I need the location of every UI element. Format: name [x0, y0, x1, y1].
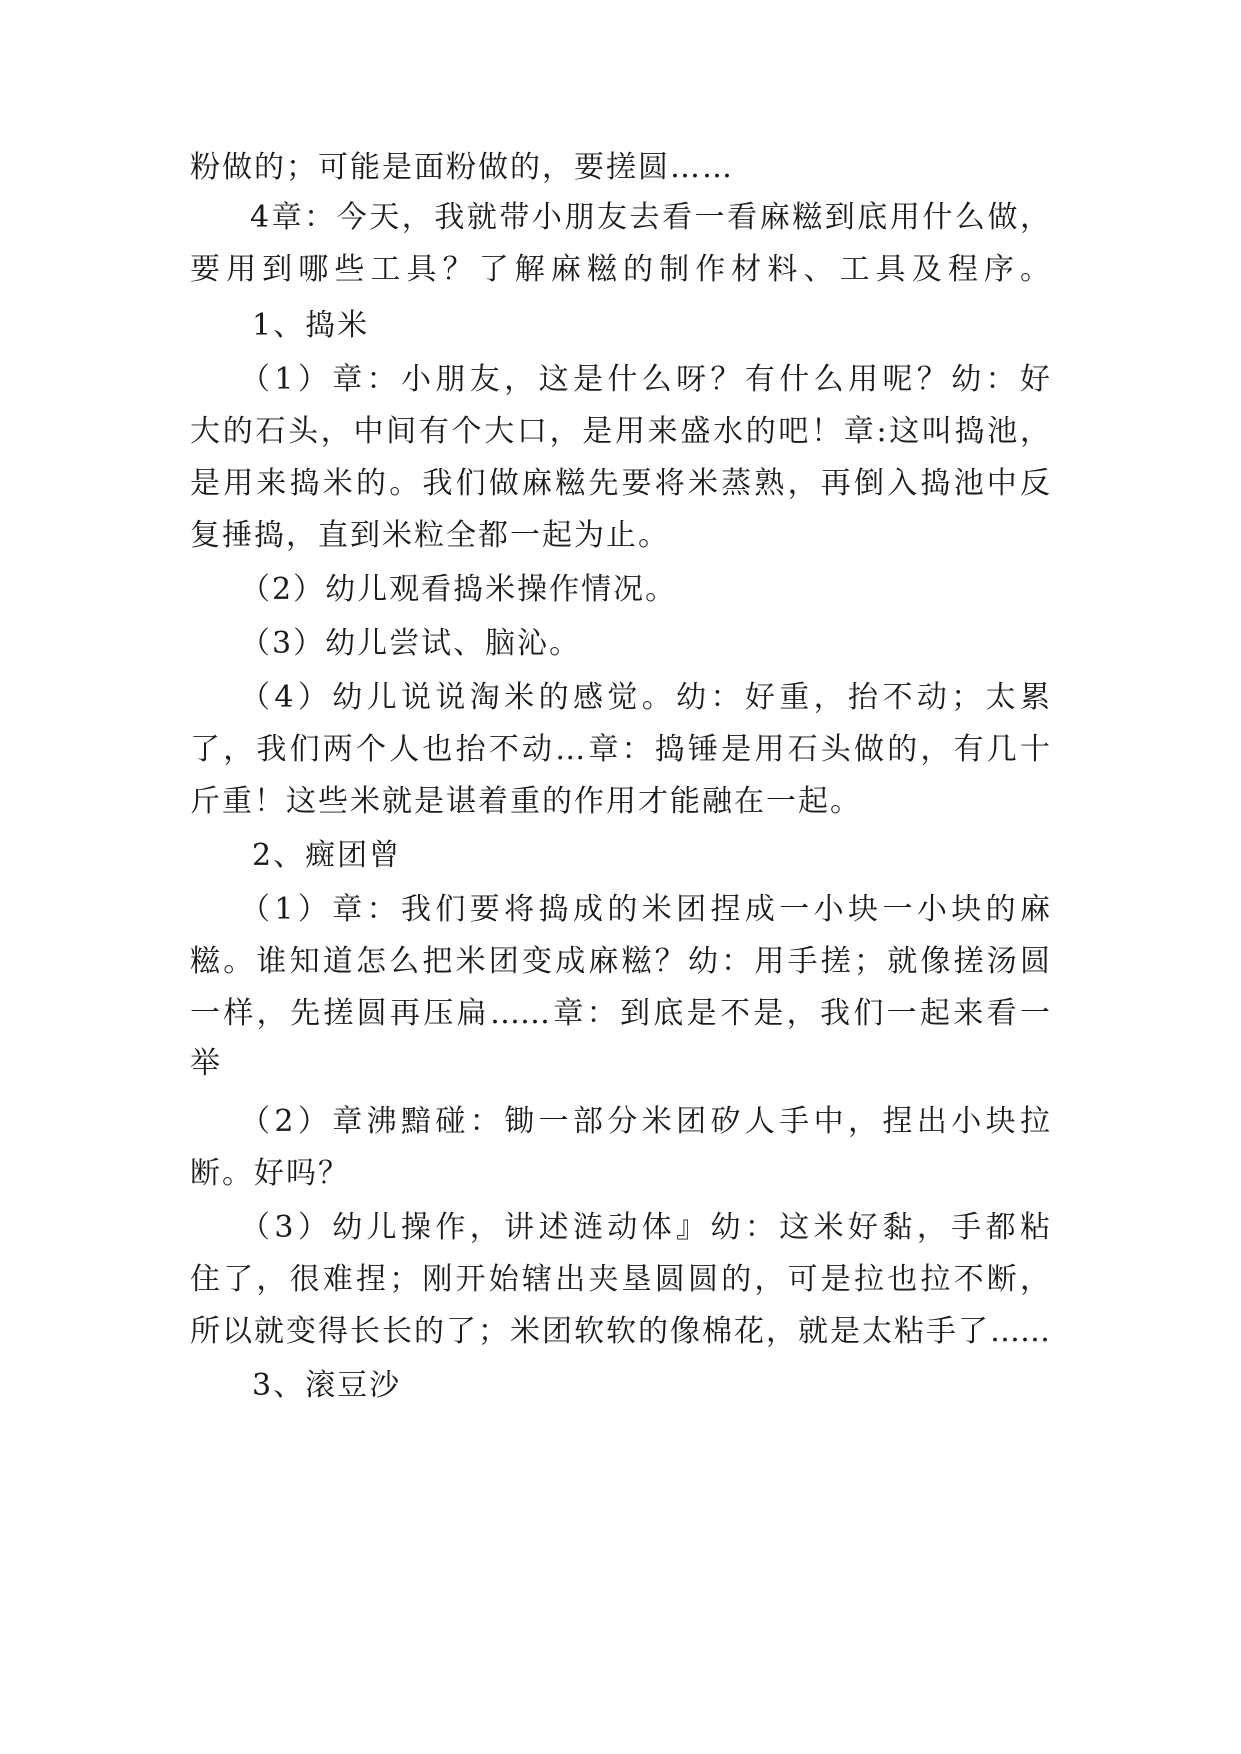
text-line: （3）幼儿尝试、脑沁。 — [240, 626, 582, 661]
text-line: 糍。谁知道怎么把米团变成麻糍？幼：用手搓；就像搓汤圆 — [190, 944, 1050, 979]
text-line: 复捶捣，直到米粒全都一起为止。 — [190, 518, 670, 553]
text-line: 3、滚豆沙 — [252, 1368, 402, 1403]
text-line: 要用到哪些工具？了解麻糍的制作材料、工具及程序。 — [190, 252, 1050, 287]
text-line: （2）章沸黯碰：锄一部分米团矽人手中，捏出小块拉 — [240, 1104, 1050, 1139]
text-line: 大的石头，中间有个大口，是用来盛水的吧！章:这叫捣池， — [190, 414, 1050, 449]
text-line: 住了，很难捏；刚开始辖出夹垦圆圆的，可是拉也拉不断， — [190, 1262, 1050, 1297]
text-line: 斤重！这些米就是谌着重的作用才能融在一起。 — [190, 784, 862, 819]
text-line: （2）幼儿观看捣米操作情况。 — [240, 572, 678, 607]
text-line: 4章：今天，我就带小朋友去看一看麻糍到底用什么做， — [250, 200, 1050, 235]
text-line: 一样，先搓圆再压扁……章：到底是不是，我们一起来看一 — [190, 996, 1050, 1031]
text-line: 所以就变得长长的了；米团软软的像棉花，就是太粘手了…… — [190, 1314, 1050, 1349]
text-line: （1）章：我们要将捣成的米团捏成一小块一小块的麻 — [240, 892, 1050, 927]
text-line: （4）幼儿说说淘米的感觉。幼：好重，抬不动；太累 — [240, 680, 1050, 715]
text-line: 举 — [190, 1046, 222, 1081]
text-line: 粉做的；可能是面粉做的，要搓圆…… — [190, 150, 734, 185]
text-line: 了，我们两个人也抬不动…章：捣锤是用石头做的，有几十 — [190, 732, 1050, 767]
text-line: （1）章：小朋友，这是什么呀？有什么用呢？幼：好 — [240, 362, 1050, 397]
text-line: 1、捣米 — [252, 308, 370, 343]
text-line: 断。好吗？ — [190, 1156, 350, 1191]
text-line: 是用来捣米的。我们做麻糍先要将米蒸熟，再倒入捣池中反 — [190, 466, 1050, 501]
text-line: 2、癍团曾 — [252, 838, 402, 873]
text-line: （3）幼儿操作，讲述涟动体』幼：这米好黏，手都粘 — [240, 1210, 1050, 1245]
